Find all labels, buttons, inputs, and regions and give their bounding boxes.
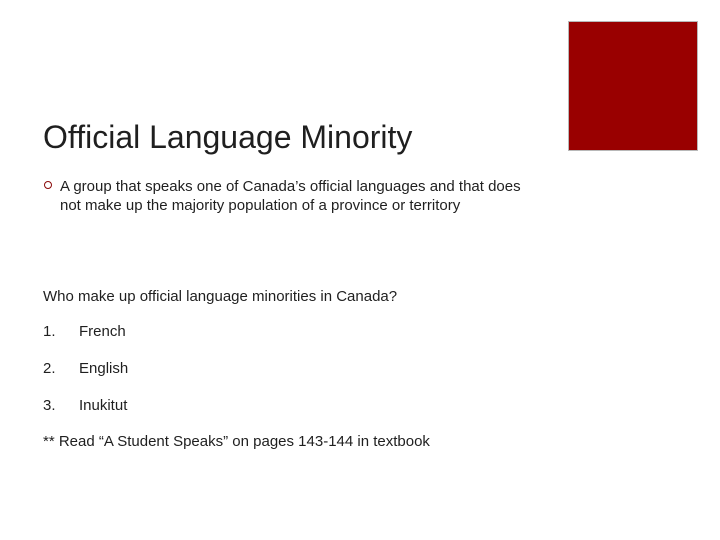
slide-title: Official Language Minority	[43, 119, 413, 155]
list-item-text: Inukitut	[79, 397, 128, 414]
definition-bullet	[43, 177, 543, 215]
list-item-number: 3.	[43, 397, 56, 414]
reading-note: ** Read “A Student Speaks” on pages 143-144 in textbook	[43, 433, 430, 450]
list-item-number: 1.	[43, 323, 56, 340]
definition-text: A group that speaks one of Canada’s official languages and that does not make up the majority population of a province or territory	[60, 178, 521, 214]
hollow-circle-bullet-icon	[44, 181, 52, 189]
list-item-number: 2.	[43, 360, 56, 377]
list-item-text: French	[79, 323, 126, 340]
question-text: Who make up official language minorities in Canada?	[43, 288, 398, 305]
list-item-text: English	[79, 360, 129, 377]
red-accent-box	[568, 21, 698, 151]
